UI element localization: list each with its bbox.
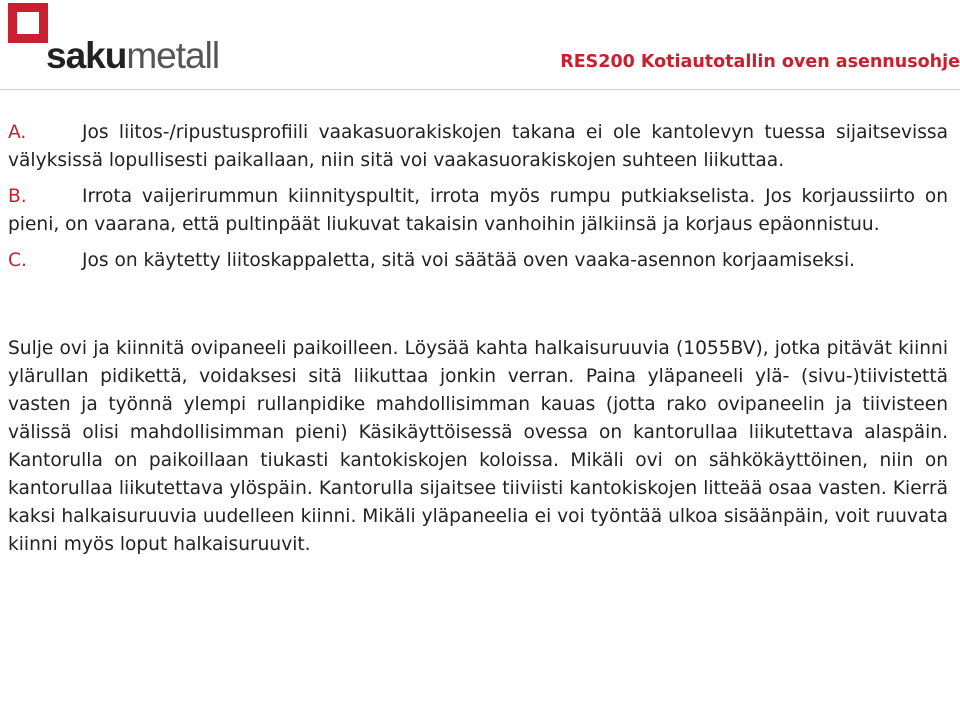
document-body	[8, 119, 948, 559]
logo-light-part: metall	[126, 35, 220, 76]
logo-bold-part: saku	[46, 35, 127, 76]
page-header	[0, 0, 960, 80]
header-divider	[0, 89, 960, 90]
instruction-paragraph: Sulje ovi ja kiinnitä ovipaneeli paikoilleen. Löysää kahta halkaisuruuvia (1055BV), jotka pitävät kiinni ylärullan pidikettä, voidaksesi sitä liikuttaa jonkin verran. Paina yläpaneeli ylä- (sivu-)tiivistettä vasten ja työnnä ylempi rullanpidike mahdollisimman kauas (jotta rako ovipaneelin ja tiivisteen välissä olisi mahdollisimman pieni) Käsikäyttöisessä ovessa on kantorullaa liikutettava alaspäin. Kantorulla on paikoillaan tiukasti kantokiskojen koloissa. Mikäli ovi on sähkökäyttöinen, niin on kantorullaa liikutettava ylöspäin. Kantorulla sijaitsee tiiviisti kantokiskojen litteää osaa vasten. Kierrä kaksi halkaisuruuvia uudelleen kiinni. Mikäli yläpaneelia ei voi työntää ulkoa sisäänpäin, voit ruuvata kiinni myös loput halkaisuruuvit.	[8, 338, 948, 555]
section-a	[8, 119, 948, 175]
section-c-letter: C.	[8, 250, 27, 271]
section-c-text: Jos on käytetty liitoskappaletta, sitä voi säätää oven vaaka-asennon korjaamiseksi.	[82, 250, 856, 271]
section-c	[8, 247, 948, 275]
section-b-text: Irrota vaijerirummun kiinnityspultit, irrota myös rumpu putkiakselista. Jos korjaussiirto on pieni, on vaarana, että pultinpäät liukuvat takaisin vanhoihin jälkiinsä ja korjaus epäonnistuu.	[8, 186, 948, 235]
logo-square-inner	[17, 12, 39, 34]
logo-square-icon	[8, 3, 48, 43]
document-title: RES200 Kotiautotallin oven asennusohje	[560, 52, 960, 72]
section-b	[8, 183, 948, 239]
company-logo	[46, 36, 219, 76]
section-b-letter: B.	[8, 186, 27, 207]
section-a-letter: A.	[8, 122, 27, 143]
section-a-text: Jos liitos-/ripustusprofiili vaakasuorakiskojen takana ei ole kantolevyn tuessa sijaitsevissa välyksissä lopullisesti paikallaan, niin sitä voi vaakasuorakiskojen suhteen liikuttaa.	[8, 122, 948, 171]
